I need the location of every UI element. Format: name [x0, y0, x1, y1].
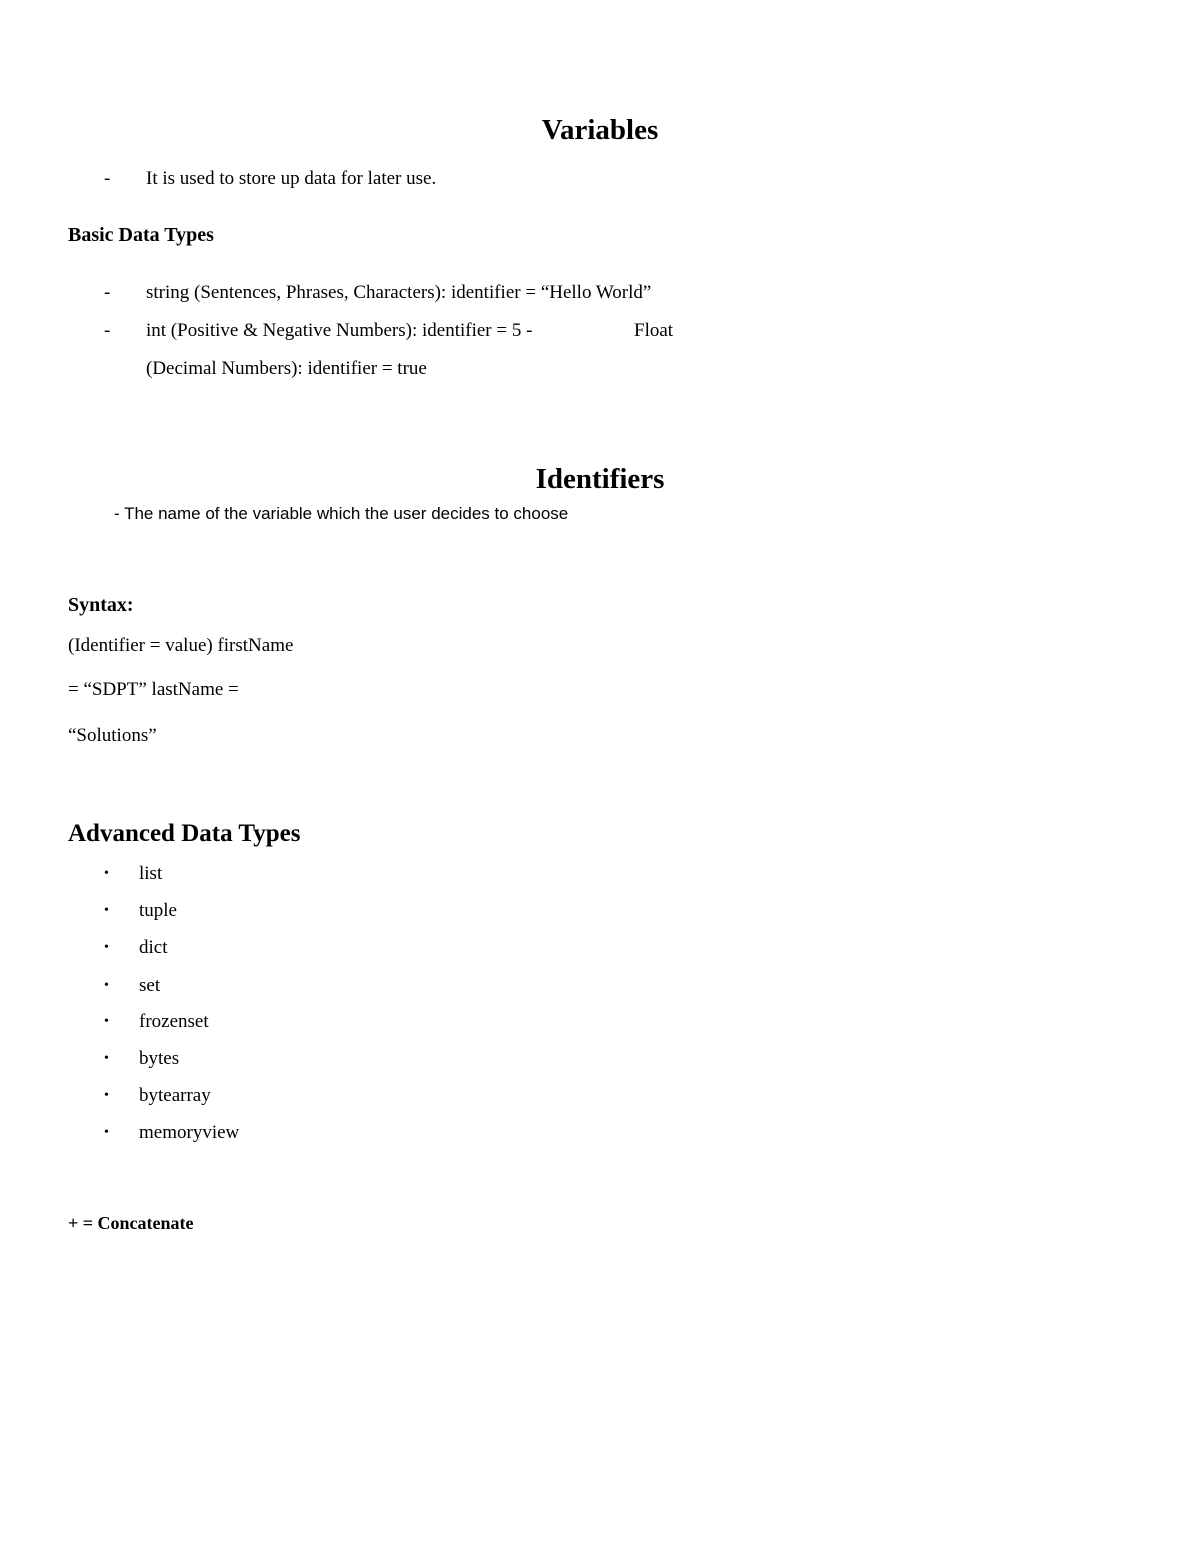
- dash-marker: -: [104, 282, 111, 303]
- list-item: memoryview: [139, 1122, 240, 1143]
- advanced-data-types-heading: Advanced Data Types: [68, 820, 301, 847]
- dash-marker: -: [104, 320, 111, 341]
- list-item: set: [139, 975, 161, 996]
- basic-type-string: string (Sentences, Phrases, Characters): identifier = “Hello World”: [146, 282, 652, 303]
- basic-data-types-heading: Basic Data Types: [68, 224, 214, 246]
- list-item: bytes: [139, 1048, 180, 1069]
- syntax-line: (Identifier = value) firstName: [68, 635, 294, 656]
- basic-type-int: int (Positive & Negative Numbers): identifier = 5 -: [146, 320, 533, 341]
- list-item: bytearray: [139, 1085, 211, 1106]
- bullet-marker: •: [104, 1088, 109, 1103]
- basic-type-float-detail: (Decimal Numbers): identifier = true: [146, 358, 427, 379]
- dash-marker: -: [104, 168, 111, 189]
- syntax-line: “Solutions”: [68, 725, 157, 746]
- variables-title: Variables: [541, 114, 659, 146]
- syntax-line: = “SDPT” lastName =: [68, 679, 239, 700]
- bullet-marker: •: [104, 978, 109, 993]
- variables-definition: It is used to store up data for later use.: [146, 168, 437, 189]
- bullet-marker: •: [104, 866, 109, 881]
- bullet-marker: •: [104, 1014, 109, 1029]
- syntax-heading: Syntax:: [68, 594, 134, 616]
- list-item: list: [139, 863, 163, 884]
- concatenate-note: + = Concatenate: [68, 1213, 194, 1233]
- identifiers-title: Identifiers: [535, 463, 665, 495]
- bullet-marker: •: [104, 1125, 109, 1140]
- basic-type-float-label: Float: [634, 320, 674, 341]
- list-item: dict: [139, 937, 168, 958]
- list-item: tuple: [139, 900, 177, 921]
- bullet-marker: •: [104, 903, 109, 918]
- bullet-marker: •: [104, 1051, 109, 1066]
- bullet-marker: •: [104, 940, 109, 955]
- list-item: frozenset: [139, 1011, 209, 1032]
- identifiers-definition: - The name of the variable which the user decides to choose: [114, 504, 569, 523]
